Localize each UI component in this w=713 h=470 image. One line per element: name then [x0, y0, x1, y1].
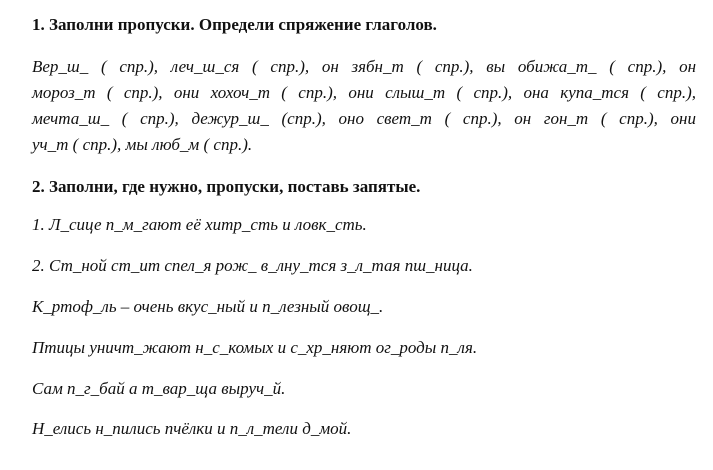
task2-item: К_ртоф_ль – очень вкус_ный и п_лезный овощ_. [32, 297, 384, 316]
task1-line: мечта_ш_ ( спр.), дежур_ш_ (спр.), оно свет_т ( спр.), он гон_т ( спр.), они [32, 109, 696, 128]
task1-heading: 1. Заполни пропуски. Определи спряжение глаголов. [32, 15, 437, 34]
task2-item: 2. Ст_ной ст_ит спел_я рож_ в_лну_тся з_л_тая пш_ница. [32, 256, 473, 275]
task1-line: уч_т ( спр.), мы люб_м ( спр.). [32, 135, 253, 154]
task1-line: мороз_т ( спр.), они хохоч_т ( спр.), они слыш_т ( спр.), она купа_тся ( спр.), [32, 83, 696, 102]
task2-item: Сам п_г_бай а т_вар_ща выруч_й. [32, 379, 286, 398]
task2-item: Птицы уничт_жают н_с_комых и с_хр_няют ог_роды п_ля. [32, 338, 478, 357]
task2-item: Н_елись н_пились пчёлки и п_л_тели д_мой. [32, 419, 352, 438]
task2-item: 1. Л_сице п_м_гают её хитр_сть и ловк_сть. [32, 215, 367, 234]
task2-heading: 2. Заполни, где нужно, пропуски, поставь запятые. [32, 177, 421, 196]
task1-line: Вер_ш_ ( спр.), леч_ш_ся ( спр.), он зябн_т ( спр.), вы обижа_т_ ( спр.), он [32, 57, 696, 76]
task1-text [32, 54, 696, 158]
